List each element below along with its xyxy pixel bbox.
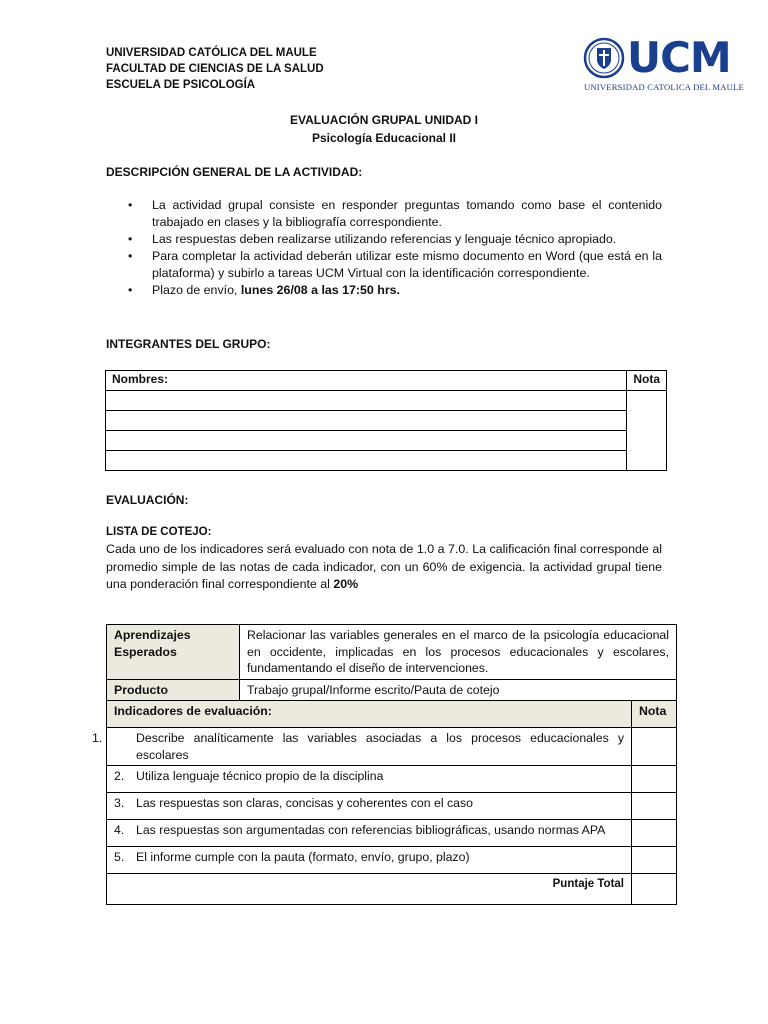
grade-header: Nota <box>627 371 667 391</box>
indicator-grade-cell[interactable] <box>632 766 677 793</box>
bullet-item <box>106 231 662 248</box>
evaluation-paragraph <box>106 541 662 594</box>
faculty-name: FACULTAD DE CIENCIAS DE LA SALUD <box>106 63 324 75</box>
bullet-icon: • <box>128 249 133 263</box>
bullet-item <box>106 248 662 282</box>
indicator-grade-cell[interactable] <box>632 793 677 820</box>
bullet-icon: • <box>128 232 133 246</box>
institution-header <box>106 45 324 93</box>
learning-value: Relacionar las variables generales en el marco de la psicología educacional en occidente, implicadas en los procesos educacionales y escolares, fundamentando el diseño de intervenciones. <box>240 625 677 680</box>
learning-label: Aprendizajes Esperados <box>107 625 240 680</box>
total-grade-cell[interactable] <box>632 874 677 905</box>
total-label: Puntaje Total <box>107 874 632 905</box>
bullet-icon: • <box>128 198 133 212</box>
logo-text: UCM <box>627 33 731 82</box>
weight-text: 20% <box>333 577 359 591</box>
bullet-text: Plazo de envío, <box>152 283 241 297</box>
school-name: ESCUELA DE PSICOLOGÍA <box>106 79 256 91</box>
indicator-row <box>107 766 632 793</box>
bullet-icon: • <box>128 283 133 297</box>
indicator-number: 4. <box>114 823 125 837</box>
checklist-heading: LISTA DE COTEJO: <box>106 526 212 538</box>
bullet-item <box>106 282 662 299</box>
university-name: UNIVERSIDAD CATÓLICA DEL MAULE <box>106 47 317 59</box>
bullet-text: Las respuestas deben realizarse utilizando referencias y lenguaje técnico apropiado. <box>152 232 617 246</box>
ucm-logo <box>583 33 744 96</box>
indicator-number: 1. <box>92 731 103 745</box>
product-label: Producto <box>107 679 240 701</box>
title-sub: Psicología Educacional II <box>311 131 457 145</box>
bullet-text: Para completar la actividad deberán utilizar este mismo documento en Word (que está en la plataforma) y subirlo a tareas UCM Virtual con la identificación correspondiente. <box>152 249 662 280</box>
indicator-text: Las respuestas son claras, concisas y coherentes con el caso <box>136 796 473 810</box>
member-name-cell[interactable] <box>106 431 627 451</box>
indicator-grade-cell[interactable] <box>632 728 677 766</box>
indicator-text: Describe analíticamente las variables asociadas a los procesos educacionales y escolares <box>136 731 624 762</box>
group-grade-cell[interactable] <box>627 391 667 471</box>
bullet-text: La actividad grupal consiste en responder preguntas tomando como base el contenido trabajado en clases y la bibliografía correspondiente. <box>152 198 662 229</box>
group-heading: INTEGRANTES DEL GRUPO: <box>106 337 271 351</box>
member-name-cell[interactable] <box>106 411 627 431</box>
names-header: Nombres: <box>106 371 627 391</box>
bullet-item <box>106 197 662 231</box>
logo-subtitle: UNIVERSIDAD CATOLICA DEL MAULE <box>584 82 744 92</box>
indicator-row <box>107 793 632 820</box>
indicator-grade-cell[interactable] <box>632 847 677 874</box>
rubric-grade-header: Nota <box>632 701 677 728</box>
product-value: Trabajo grupal/Informe escrito/Pauta de cotejo <box>240 679 677 701</box>
indicator-text: Las respuestas son argumentadas con referencias bibliográficas, usando normas APA <box>136 823 606 837</box>
indicator-number: 3. <box>114 796 125 810</box>
indicator-row <box>107 820 632 847</box>
indicator-row <box>107 847 632 874</box>
indicator-text: El informe cumple con la pauta (formato, envío, grupo, plazo) <box>136 850 470 864</box>
indicator-row <box>92 728 632 766</box>
members-table <box>105 370 667 471</box>
paragraph-text: Cada uno de los indicadores será evaluado con nota de 1.0 a 7.0. La calificación final corresponde al promedio simple de las notas de cada indicador, con un 60% de exigencia. la actividad grupal tiene una ponderación final correspondiente al <box>106 542 662 591</box>
document-title <box>0 111 768 147</box>
evaluation-heading: EVALUACIÓN: <box>106 493 189 507</box>
deadline-text: lunes 26/08 a las 17:50 hrs. <box>240 283 400 297</box>
indicator-number: 2. <box>114 769 125 783</box>
member-name-cell[interactable] <box>106 391 627 411</box>
rubric-table <box>92 624 677 905</box>
description-bullets <box>106 197 662 299</box>
member-name-cell[interactable] <box>106 451 627 471</box>
indicator-text: Utiliza lenguaje técnico propio de la disciplina <box>136 769 384 783</box>
indicator-number: 5. <box>114 850 125 864</box>
title-main: EVALUACIÓN GRUPAL UNIDAD I <box>289 113 478 127</box>
shield-emblem-icon <box>583 36 625 82</box>
description-heading: DESCRIPCIÓN GENERAL DE LA ACTIVIDAD: <box>106 165 363 179</box>
indicators-label: Indicadores de evaluación: <box>107 701 632 728</box>
indicator-grade-cell[interactable] <box>632 820 677 847</box>
